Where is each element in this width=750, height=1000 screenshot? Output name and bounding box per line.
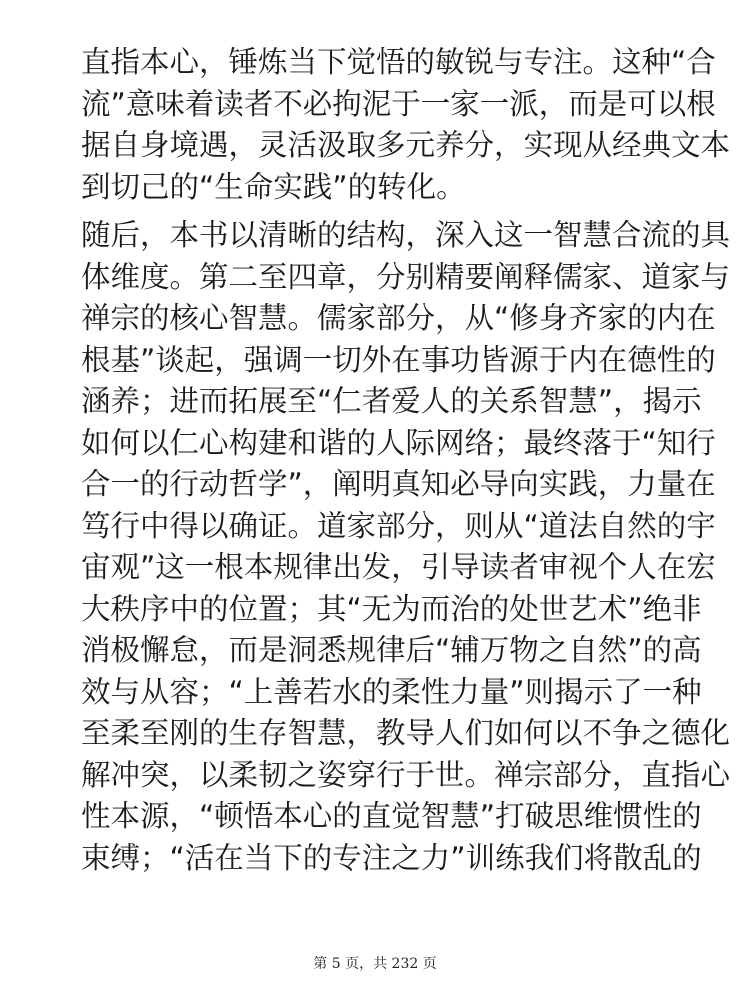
text-line: 流”意味着读者不必拘泥于一家一派，而是可以根 xyxy=(81,86,716,121)
text-line: 禅宗的核心智慧。儒家部分，从“修身齐家的内在 xyxy=(81,301,716,335)
paragraph-2 xyxy=(81,215,731,879)
body-text xyxy=(81,42,731,879)
text-line: 消极懈怠，而是洞悉规律后“辅万物之自然”的高 xyxy=(81,633,702,667)
text-line: 如何以仁心构建和谐的人际网络；最终落于“知行 xyxy=(81,425,716,460)
text-line: 宙观”这一根本规律出发，引导读者审视个人在宏 xyxy=(81,550,716,584)
text-line: 效与从容；“上善若水的柔性力量”则揭示了一种 xyxy=(81,674,702,709)
text-line: 随后，本书以清晰的结构，深入这一智慧合流的具 xyxy=(81,218,731,252)
text-line: 体维度。第二至四章，分别精要阐释儒家、道家与 xyxy=(81,259,731,294)
text-line: 涵养；进而拓展至“仁者爱人的关系智慧”，揭示 xyxy=(81,384,702,418)
text-line: 大秩序中的位置；其“无为而治的处世艺术”绝非 xyxy=(81,591,702,626)
text-line: 根基”谈起，强调一切外在事功皆源于内在德性的 xyxy=(81,342,716,377)
text-line: 据自身境遇，灵活汲取多元养分，实现从经典文本 xyxy=(81,128,731,162)
page-number-footer: 第 5 页，共 232 页 xyxy=(313,956,437,972)
text-line: 合一的行动哲学”，阐明真知必导向实践，力量在 xyxy=(81,467,716,501)
text-line: 束缚；“活在当下的专注之力”训练我们将散乱的 xyxy=(81,840,702,875)
paragraph-1 xyxy=(81,42,731,208)
text-line: 笃行中得以确证。道家部分，则从“道法自然的宇 xyxy=(81,508,716,543)
text-line: 直指本心，锤炼当下觉悟的敏锐与专注。这种“合 xyxy=(81,45,716,79)
text-line: 到切己的“生命实践”的转化。 xyxy=(81,169,466,204)
text-line: 解冲突，以柔韧之姿穿行于世。禅宗部分，直指心 xyxy=(81,757,731,792)
text-line: 性本源，“顿悟本心的直觉智慧”打破思维惯性的 xyxy=(81,799,702,833)
text-line: 至柔至刚的生存智慧，教导人们如何以不争之德化 xyxy=(81,716,731,750)
